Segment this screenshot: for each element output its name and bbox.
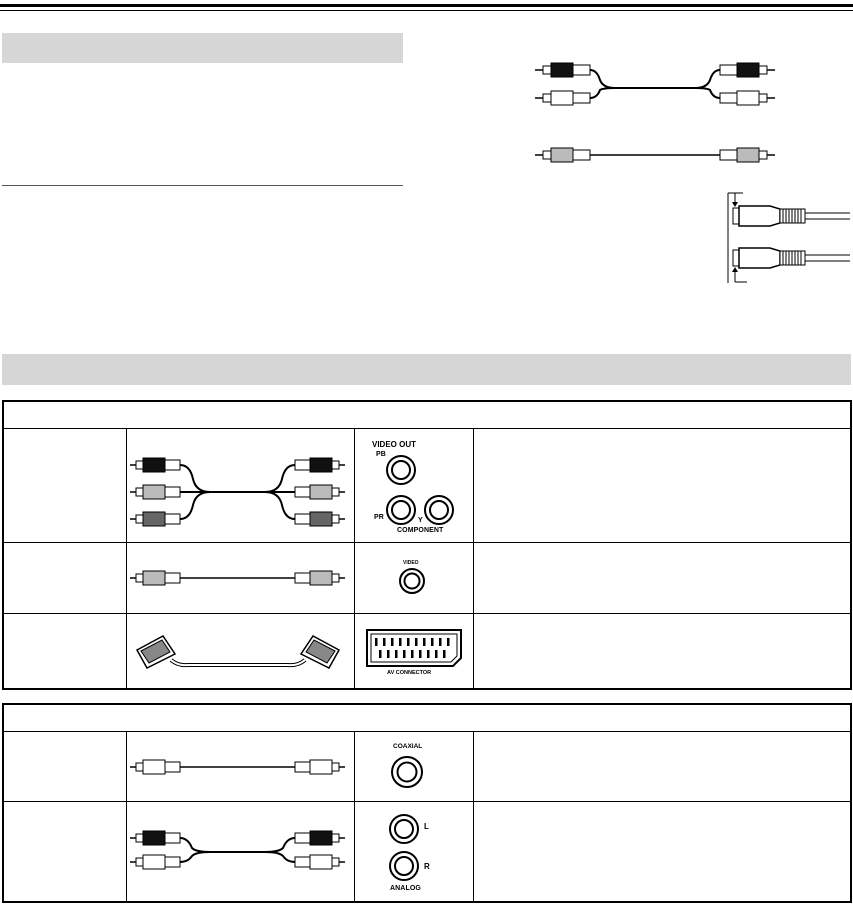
- table-col-divider: [354, 731, 355, 902]
- rca-stereo-cable-icon: [535, 58, 775, 110]
- table-row-divider: [3, 542, 851, 543]
- coaxial-label: COAXIAL: [393, 743, 423, 750]
- video-out-label: VIDEO OUT: [372, 440, 417, 449]
- page-top-rule-thin: [0, 10, 853, 11]
- table-header-divider: [3, 731, 851, 732]
- rca-single-cable-icon: [130, 759, 345, 775]
- audio-connection-table: [2, 703, 852, 903]
- table-col-divider: [126, 428, 127, 689]
- rca-jack-icon: [385, 454, 417, 486]
- section-header-bar-full: [2, 354, 851, 385]
- rca-jack-icon: [390, 755, 424, 789]
- l-label: L: [424, 822, 429, 831]
- plug-insertion-icon: [725, 188, 850, 288]
- scart-cable-icon: [133, 634, 343, 676]
- video-label: VIDEO: [403, 560, 419, 566]
- table-header-divider: [3, 428, 851, 429]
- rca-jack-icon: [388, 813, 420, 845]
- analog-label: ANALOG: [390, 885, 421, 892]
- rca-single-cable-icon: [535, 146, 775, 164]
- table-col-divider: [473, 428, 474, 689]
- rca-jack-icon: [398, 567, 426, 595]
- component-label: COMPONENT: [397, 527, 444, 534]
- component-cable-icon: [130, 454, 345, 530]
- r-label: R: [424, 862, 430, 871]
- rca-single-cable-icon: [130, 570, 345, 586]
- rca-stereo-cable-icon: [130, 828, 345, 872]
- table-col-divider: [126, 731, 127, 902]
- pb-label: PB: [376, 451, 386, 458]
- av-connector-label: AV CONNECTOR: [387, 670, 432, 676]
- page-top-rule: [0, 4, 853, 7]
- rca-jack-icon: [423, 494, 455, 526]
- pr-label: PR: [374, 514, 384, 521]
- scart-socket-icon: [365, 628, 463, 668]
- rca-jack-icon: [388, 850, 420, 882]
- y-label: Y: [418, 517, 423, 524]
- table-row-divider: [3, 613, 851, 614]
- table-col-divider: [473, 731, 474, 902]
- subsection-divider: [2, 185, 403, 186]
- section-header-bar-left: [2, 33, 403, 63]
- table-col-divider: [354, 428, 355, 689]
- rca-jack-icon: [385, 494, 417, 526]
- table-row-divider: [3, 801, 851, 802]
